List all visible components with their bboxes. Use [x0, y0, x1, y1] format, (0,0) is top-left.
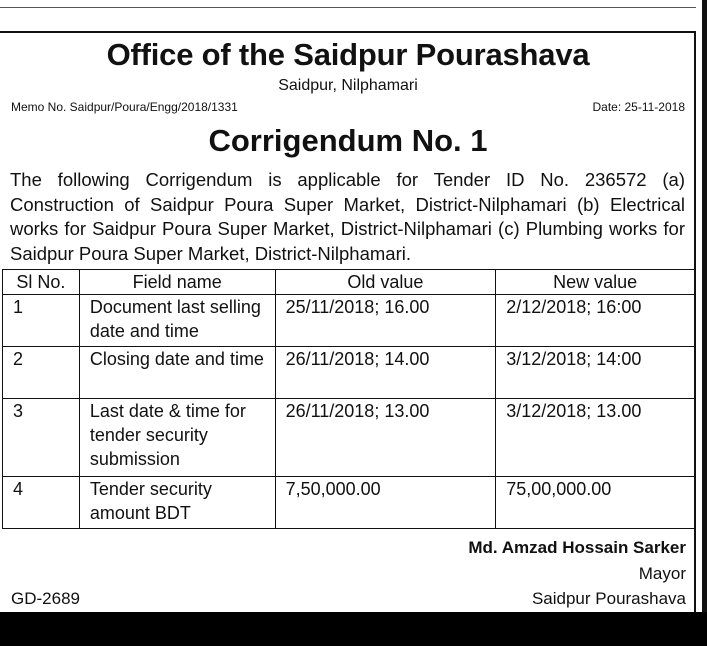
cell-field: Closing date and time	[79, 347, 275, 399]
cell-sl: 1	[3, 295, 80, 347]
cell-sl: 3	[3, 399, 80, 477]
cell-old: 25/11/2018; 16.00	[275, 295, 496, 347]
col-header-old: Old value	[275, 270, 496, 295]
corrigendum-body: The following Corrigendum is applicable for Tender ID No. 236572 (a) Construction of Saidpur Poura Super Market, District-Nilphamari (b) Electrical works for Saidpur Poura Super Market, District-Nilphamari (c) Plumbing works for Saidpur Poura Super Market, District-Nilphamari.	[10, 169, 685, 264]
cell-new: 75,00,000.00	[496, 477, 695, 529]
cell-sl: 4	[3, 477, 80, 529]
notice-date: Date: 25-11-2018	[592, 100, 685, 114]
table-row	[3, 399, 695, 477]
top-rule	[0, 7, 696, 8]
col-header-field: Field name	[79, 270, 275, 295]
signatory-name: Md. Amzad Hossain Sarker	[468, 538, 686, 557]
cell-sl: 2	[3, 347, 80, 399]
cell-new: 3/12/2018; 13.00	[496, 399, 695, 477]
cell-old: 26/11/2018; 13.00	[275, 399, 496, 477]
signatory-office: Saidpur Pourashava	[531, 589, 686, 608]
cell-new: 2/12/2018; 16:00	[496, 295, 695, 347]
office-location: Saidpur, Nilphamari	[278, 77, 418, 94]
cell-field: Last date & time for tender security submission	[79, 399, 275, 477]
table-row	[3, 477, 695, 529]
cell-old: 26/11/2018; 14.00	[275, 347, 496, 399]
corrigendum-title: Corrigendum No. 1	[208, 123, 488, 158]
right-edge-bar	[702, 0, 707, 646]
table-header-row	[3, 270, 695, 295]
cell-new: 3/12/2018; 14:00	[496, 347, 695, 399]
bottom-edge-bar	[0, 612, 707, 646]
reference-code: GD-2689	[11, 589, 80, 608]
memo-number: Memo No. Saidpur/Poura/Engg/2018/1331	[11, 100, 238, 114]
col-header-sl: Sl No.	[3, 270, 80, 295]
table-row	[3, 347, 695, 399]
signatory-designation: Mayor	[638, 564, 686, 583]
corrigendum-table	[2, 269, 695, 529]
office-title: Office of the Saidpur Pourashava	[106, 37, 590, 72]
cell-field: Tender security amount BDT	[79, 477, 275, 529]
table-row	[3, 295, 695, 347]
cell-field: Document last selling date and time	[79, 295, 275, 347]
col-header-new: New value	[496, 270, 695, 295]
cell-old: 7,50,000.00	[275, 477, 496, 529]
